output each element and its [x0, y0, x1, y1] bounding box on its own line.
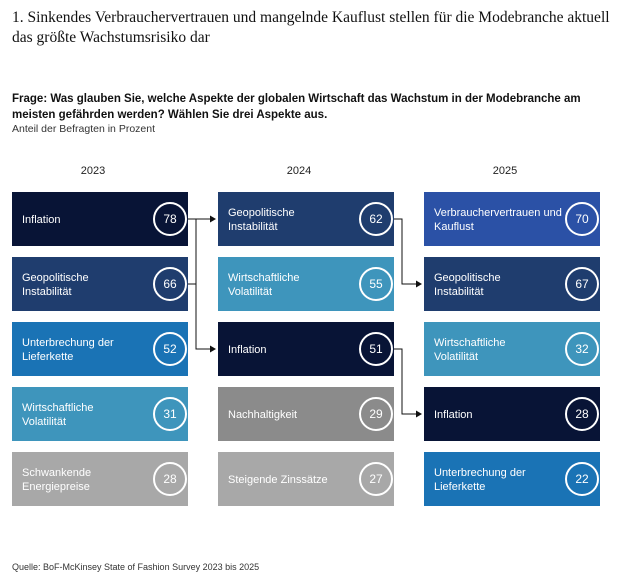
rank-box-2025-geopolitische-instabilität — [424, 257, 600, 311]
rank-label: Wirtschaftliche — [228, 272, 300, 284]
value-label: 62 — [369, 212, 383, 226]
rank-label: Wirtschaftliche — [434, 337, 506, 349]
value-label: 67 — [575, 277, 589, 291]
value-label: 28 — [575, 407, 589, 421]
year-label-2023: 2023 — [80, 165, 106, 177]
rank-label: Steigende Zinssätze — [228, 474, 328, 486]
chart-subtitle: Anteil der Befragten in Prozent — [12, 123, 156, 135]
rank-box-2025-unterbrechung-der-lieferkette — [424, 452, 600, 506]
value-label: 51 — [369, 342, 383, 356]
rank-label: Inflation — [228, 344, 267, 356]
rank-label: Unterbrechung der — [434, 467, 526, 479]
rank-label: Instabilität — [22, 286, 72, 298]
value-label: 32 — [575, 342, 589, 356]
rank-label: Inflation — [22, 214, 61, 226]
connector-line — [185, 219, 211, 284]
value-label: 27 — [369, 472, 383, 486]
rank-box-2024-inflation — [218, 322, 394, 376]
rank-label: Lieferkette — [22, 351, 74, 363]
rank-label: Inflation — [434, 409, 473, 421]
value-label: 78 — [163, 212, 177, 226]
rank-box-2023-wirtschaftliche-volatilität — [12, 387, 188, 441]
rank-box-2023-inflation — [12, 192, 188, 246]
rank-box-2024-nachhaltigkeit — [218, 387, 394, 441]
rank-label: Lieferkette — [434, 481, 486, 493]
rank-label: Volatilität — [22, 416, 67, 428]
rank-label: Unterbrechung der — [22, 337, 114, 349]
rank-box-2023-unterbrechung-der-lieferkette — [12, 322, 188, 376]
rank-box-2024-wirtschaftliche-volatilität — [218, 257, 394, 311]
value-label: 52 — [163, 342, 177, 356]
rank-label: Geopolitische — [22, 272, 89, 284]
value-label: 70 — [575, 212, 589, 226]
rank-box-2023-schwankende-energiepreise — [12, 452, 188, 506]
rank-box-2024-geopolitische-instabilität — [218, 192, 394, 246]
value-label: 28 — [163, 472, 177, 486]
rank-box-2025-inflation — [424, 387, 600, 441]
connector-arrow — [210, 216, 216, 223]
chart-title: 1. Sinkendes Verbrauchervertrauen und mangelnde Kauflust stellen für die Modebranche aktuell das größte Wachstumsrisiko dar — [12, 9, 610, 46]
rank-label: Instabilität — [434, 286, 484, 298]
year-label-2024: 2024 — [286, 165, 312, 177]
value-label: 55 — [369, 277, 383, 291]
connector-arrow — [416, 281, 422, 288]
rank-label: Geopolitische — [434, 272, 501, 284]
rank-box-2024-steigende-zinssätze — [218, 452, 394, 506]
rank-box-2025-wirtschaftliche-volatilität — [424, 322, 600, 376]
connector-arrow — [210, 346, 216, 353]
value-label: 22 — [575, 472, 589, 486]
source-note: Quelle: BoF-McKinsey State of Fashion Survey 2023 bis 2025 — [12, 562, 260, 572]
rank-label: Schwankende — [22, 467, 92, 479]
rank-box-2023-geopolitische-instabilität — [12, 257, 188, 311]
connector-line — [391, 349, 417, 414]
rank-label: Volatilität — [228, 286, 273, 298]
rank-box-2025-verbrauchervertrauen-und-kauflust — [424, 192, 600, 246]
rank-label: Geopolitische — [228, 207, 295, 219]
connector-arrow — [416, 411, 422, 418]
rank-label: Instabilität — [228, 221, 278, 233]
survey-question: Frage: Was glauben Sie, welche Aspekte der globalen Wirtschaft das Wachstum in der Modebranche am meisten gefährden werden? Wählen Sie drei Aspekte aus. — [12, 93, 581, 121]
value-label: 66 — [163, 277, 177, 291]
rank-label: Energiepreise — [22, 481, 90, 493]
value-label: 29 — [369, 407, 383, 421]
rank-label: Verbrauchervertrauen und — [434, 207, 562, 219]
rank-label: Kauflust — [434, 221, 474, 233]
year-label-2025: 2025 — [492, 165, 518, 177]
value-label: 31 — [163, 407, 177, 421]
connector-line — [391, 219, 417, 284]
rank-label: Wirtschaftliche — [22, 402, 94, 414]
rank-label: Nachhaltigkeit — [228, 409, 298, 421]
rank-label: Volatilität — [434, 351, 479, 363]
